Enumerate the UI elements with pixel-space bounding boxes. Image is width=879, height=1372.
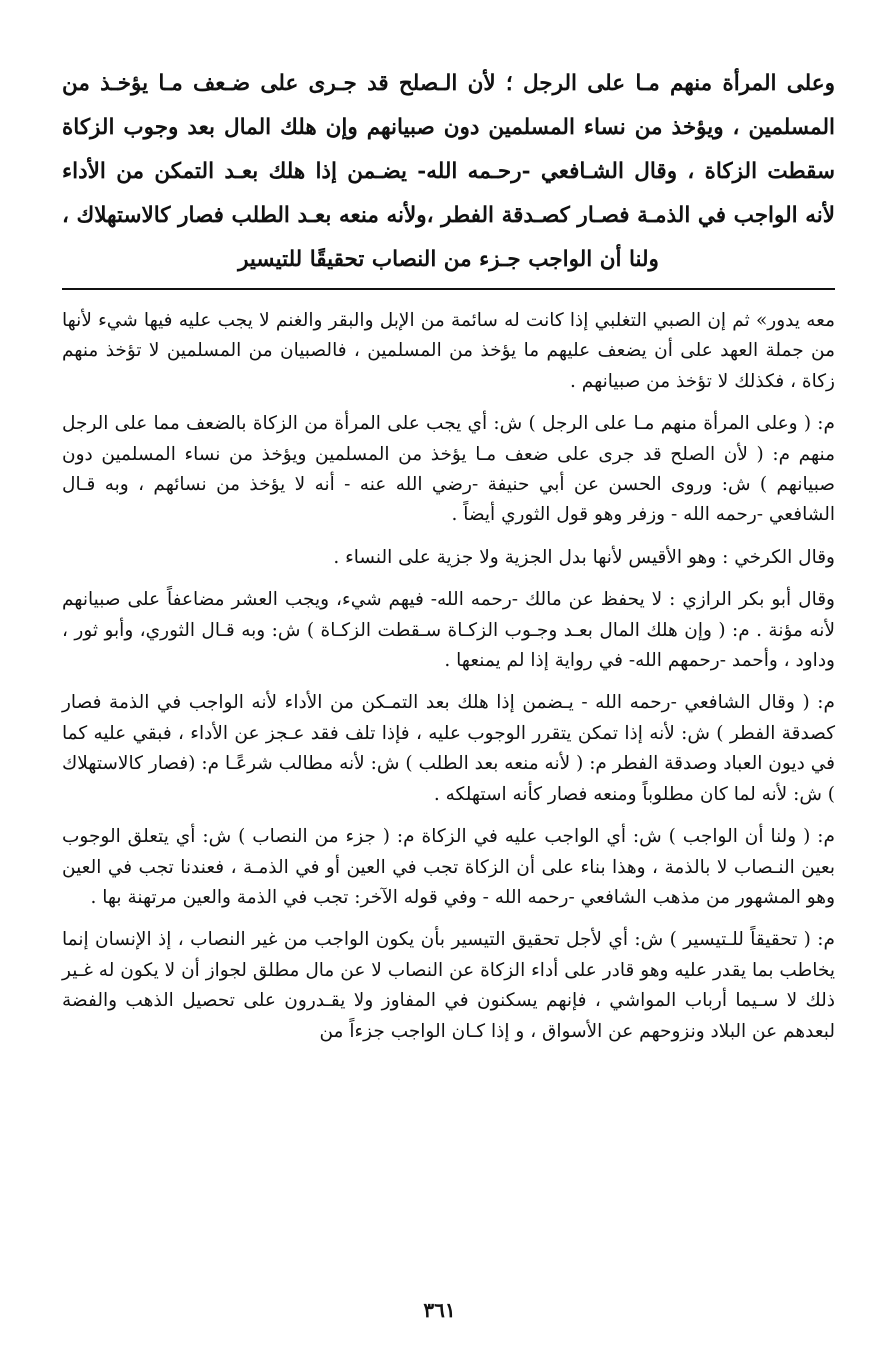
commentary-paragraph-4: وقال أبو بكر الرازي : لا يحفظ عن مالك -رحمه الله- فيهم شيء، ويجب العشر مضاعفاً على صبيانهم لأنه مؤنة . م: ( وإن هلك المال بعـد وجـوب الزكـاة سـقطت الزكـاة ) ش: وبه قـال الثوري، وأبو ثور ، وداود ، وأحمد -رحمهم الله- في رواية إذا لم يمنعها .: [62, 589, 836, 672]
commentary-paragraph-1: معه يدور» ثم إن الصبي التغلبي إذا كانت له سائمة من الإبل والبقر والغنم لا يجب عليه فيها شيء لأنها من جملة العهد على أن يضعف عليهم ما يؤخذ من المسلمين ، فالصبيان من المسلمين لا تؤخذ منهم زكاة ، فكذلك لا تؤخذ من صبيانهم .: [62, 310, 835, 392]
commentary-paragraph-2: م: ( وعلى المرأة منهم مـا على الرجل ) ش: أي يجب على المرأة من الزكاة بالضعف مما على الرجل منهم م: ( لأن الصلح قد جرى على ضعف مـا يؤخذ من المسلمين ويؤخذ من نساء المسلمين دون صبيانهم ) ش: وروى الحسن عن أبي حنيفة -رضي الله عنه - أنه لا يؤخذ من نسائهم ، وبه قـال الشافعي -رحمه الله - وزفر وهو قول الثوري أيضاً .: [62, 413, 835, 526]
commentary-paragraph-3: وقال الكرخي : وهو الأقيس لأنها بدل الجزية ولا جزية على النساء .: [333, 546, 835, 568]
commentary: [62, 306, 835, 1047]
commentary-paragraph-7: م: ( تحقيقاً للـتيسير ) ش: أي لأجل تحقيق التيسير بأن يكون الواجب من غير النصاب ، إذ الإنسان إنما يخاطب بما يقدر عليه وهو قادر على أداء الزكاة عن النصاب لا عن مال مطلق لجواز أن لا يكون له غـير ذلك لا سـيما أرباب المواشي ، فإنهم يسكنون في المفاوز ولا يقـدرون على تحصيل الذهب والفضة لبعدهم عن البلاد ونزوحهم عن الأسواق ، و إذا كـان الواجب جزءاً من: [62, 929, 835, 1042]
main-text: وعلى المرأة منهم مـا على الرجل ؛ لأن الـصلح قد جـرى على ضـعف مـا يؤخـذ من المسلمين ، ويؤخذ من نساء المسلمين دون صبيانهم وإن هلك المال بعد وجوب الزكاة سقطت الزكاة ، وقال الشـافعي -رحـمه الله- يضـمن إذا هلك بعـد التمكن من الأداء لأنه الواجب في الذمـة فصـار كصـدقة الفطر ،ولأنه منعه بعـد الطلب فصار كالاستهلاك ، ولنا أن الواجب جـزء من النصاب تحقيقًا للتيسير: [62, 71, 835, 272]
commentary-paragraph-6: م: ( ولنا أن الواجب ) ش: أي الواجب عليه في الزكاة م: ( جزء من النصاب ) ش: أي يتعلق الوجوب بعين النـصاب لا بالذمة ، وهذا بناء على أن الزكاة تجب في العين أو في الذمـة ، فعندنا تجب في العين وهو المشهور من مذهب الشافعي -رحمه الله - وفي قوله الآخر: تجب في الذمة والعين مرتهنة بها .: [62, 826, 835, 908]
commentary-paragraph-5: م: ( وقال الشافعي -رحمه الله - يـضمن إذا هلك بعد التمـكن من الأداء لأنه الواجب في الذمة فصار كصدقة الفطر ) ش: لأنه إذا تمكن يتقرر الوجوب عليه ، فإذا تلف فقد عـجز عن الأداء ، فبقي عليه كما في ديون العباد وصدقة الفطر م: ( لأنه منعه بعد الطلب ) ش: لأنه مطالب شرعًـا م: (فصار كالاستهلاك ) ش: لأنه لما كان مطلوباً ومنعه فصار كأنه استهلكه .: [62, 692, 835, 805]
separator-line: [62, 288, 835, 290]
page-number: ٣٦١: [423, 1298, 456, 1322]
